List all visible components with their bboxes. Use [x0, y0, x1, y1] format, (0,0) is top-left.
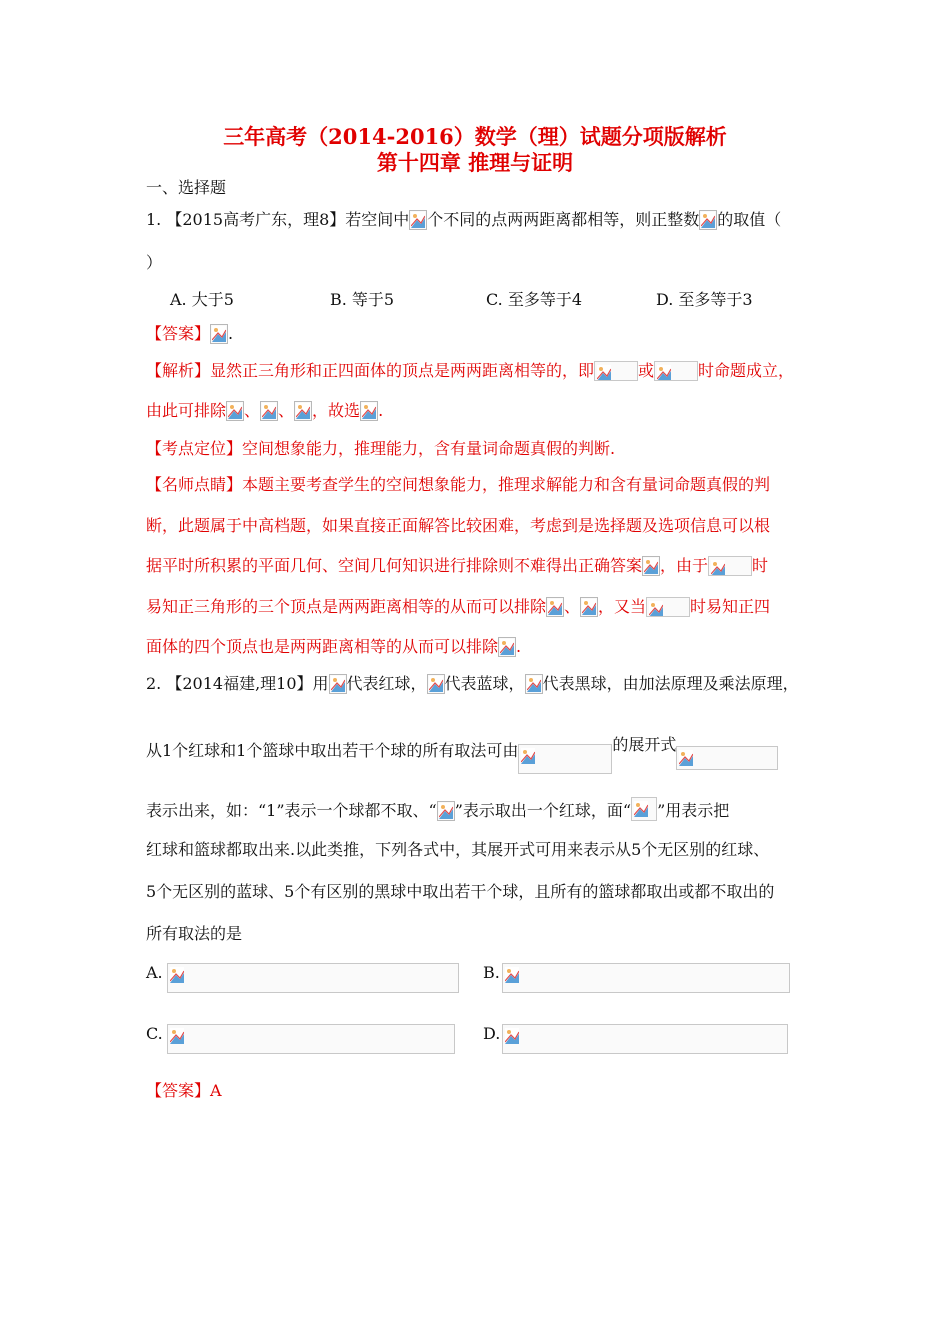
- q1-option-d: D. 至多等于3: [656, 290, 753, 309]
- q2-text: 的展开式: [612, 735, 677, 754]
- answer-label: 【答案】: [146, 1081, 211, 1100]
- q1-mingshi-line4: [146, 596, 770, 618]
- separator: 、: [244, 401, 261, 420]
- formula-image-icon: [260, 401, 278, 421]
- formula-image-icon: [167, 1024, 455, 1054]
- q2-stem-text: 代表红球，: [346, 674, 427, 693]
- mingshi-text: 据平时所积累的平面几何、空间几何知识进行排除则不难得出正确答案: [146, 556, 643, 575]
- mingshi-text: ，由于: [660, 556, 709, 575]
- formula-image-icon: [546, 597, 564, 617]
- q2-option-c: [146, 1023, 455, 1055]
- q1-stem-close: ）: [146, 253, 163, 272]
- formula-image-icon: [646, 597, 690, 617]
- formula-image-icon: [594, 361, 638, 381]
- analysis-text: ，故选: [312, 401, 361, 420]
- q1-mingshi-line3: [146, 555, 768, 577]
- answer-value: A: [210, 1081, 222, 1100]
- mingshi-label: 【名师点睛】: [146, 475, 243, 494]
- chapter-title: 第十四章 推理与证明: [376, 150, 574, 175]
- formula-image-icon: [409, 210, 427, 230]
- q1-option-b: B. 等于5: [330, 290, 395, 309]
- formula-image-icon: [329, 674, 347, 694]
- mingshi-text: ，又当: [598, 597, 647, 616]
- analysis-text: .: [378, 401, 384, 420]
- q1-stem-text: 个不同的点两两距离都相等，则正整数: [427, 210, 700, 229]
- q1-stem: [146, 209, 781, 231]
- formula-image-icon: [226, 401, 244, 421]
- q2-stem-text: 2. 【2014福建,理10】用: [146, 674, 329, 693]
- formula-image-icon: [210, 324, 228, 344]
- analysis-text: 或: [638, 361, 655, 380]
- formula-image-icon: [360, 401, 378, 421]
- formula-image-icon: [294, 401, 312, 421]
- q1-mingshi-line5: [146, 636, 521, 658]
- q2-option-a: [146, 962, 459, 994]
- formula-image-icon: [699, 210, 717, 230]
- answer-tail: .: [228, 324, 234, 343]
- mingshi-text: 面体的四个顶点也是两两距离相等的从而可以排除: [146, 637, 499, 656]
- analysis-text: 显然正三角形和正四面体的顶点是两两距离相等的，即: [210, 361, 595, 380]
- q2-answer: [146, 1080, 222, 1102]
- q1-analysis-line2: [146, 400, 383, 422]
- formula-image-icon: [518, 744, 612, 774]
- q2-text: 从1个红球和1个篮球中取出若干个球的所有取法可由: [146, 741, 519, 760]
- q2-line6: 所有取法的是: [146, 924, 243, 943]
- analysis-text: 由此可排除: [146, 401, 227, 420]
- option-letter: D.: [483, 1024, 501, 1043]
- formula-image-icon: [580, 597, 598, 617]
- mingshi-text: 本题主要考查学生的空间想象能力，推理求解能力和含有量词命题真假的判: [242, 475, 771, 494]
- q2-line3: [146, 797, 729, 822]
- formula-image-icon: [502, 1024, 788, 1054]
- mingshi-text: 易知正三角形的三个顶点是两两距离相等的从而可以排除: [146, 597, 547, 616]
- q2-text: ”表示取出一个红球，面“: [454, 801, 632, 820]
- q1-analysis-line1: [146, 360, 794, 382]
- formula-image-icon: [642, 556, 660, 576]
- q2-text: ”用表示把: [657, 801, 730, 820]
- formula-image-icon: [167, 963, 459, 993]
- document-title: 三年高考（2014-2016）数学（理）试题分项版解析: [223, 124, 727, 149]
- kaodian-label: 【考点定位】: [146, 439, 243, 458]
- q1-stem-text: 1. 【2015高考广东，理8】若空间中: [146, 210, 410, 229]
- formula-image-icon: [676, 746, 778, 770]
- q2-text: 表示出来，如：“1”表示一个球都不取、“: [146, 801, 437, 820]
- mingshi-text: 时: [752, 556, 769, 575]
- q1-stem-text: 的取值（: [717, 210, 782, 229]
- formula-image-icon: [525, 674, 543, 694]
- q1-option-c: C. 至多等于4: [486, 290, 583, 309]
- mingshi-text: .: [516, 637, 522, 656]
- answer-label: 【答案】: [146, 324, 211, 343]
- mingshi-text: 时易知正四: [690, 597, 771, 616]
- q2-line4: 红球和篮球都取出来.以此类推，下列各式中，其展开式可用来表示从5个无区别的红球、: [146, 840, 770, 859]
- q1-answer: [146, 323, 233, 345]
- q2-line5: 5个无区别的蓝球、5个有区别的黑球中取出若干个球，且所有的篮球都取出或都不取出的: [146, 882, 775, 901]
- mingshi-text: 、: [564, 597, 581, 616]
- option-letter: B.: [483, 963, 500, 982]
- q2-stem-text: 代表蓝球，: [444, 674, 525, 693]
- q2-option-b: [483, 962, 790, 994]
- kaodian-text: 空间想象能力，推理能力，含有量词命题真假的判断.: [242, 439, 616, 458]
- q2-line2: [146, 734, 778, 774]
- q1-mingshi-line2: 断，此题属于中高档题，如果直接正面解答比较困难，考虑到是选择题及选项信息可以根: [146, 516, 771, 535]
- formula-image-icon: [427, 674, 445, 694]
- formula-image-icon: [502, 963, 790, 993]
- formula-image-icon: [631, 797, 657, 821]
- separator: 、: [278, 401, 295, 420]
- q2-stem-text: 代表黑球，由加法原理及乘法原理，: [542, 674, 799, 693]
- formula-image-icon: [708, 556, 752, 576]
- option-letter: C.: [146, 1024, 163, 1043]
- q2-option-d: [483, 1023, 788, 1055]
- q1-kaodian: [146, 438, 615, 460]
- q1-mingshi-line1: [146, 474, 770, 496]
- option-letter: A.: [146, 963, 163, 982]
- q2-stem: [146, 673, 799, 695]
- formula-image-icon: [498, 637, 516, 657]
- q1-option-a: A. 大于5: [170, 290, 234, 309]
- section-heading: 一、选择题: [146, 178, 227, 197]
- formula-image-icon: [654, 361, 698, 381]
- formula-image-icon: [437, 801, 455, 821]
- analysis-text: 时命题成立，: [698, 361, 795, 380]
- analysis-label: 【解析】: [146, 361, 211, 380]
